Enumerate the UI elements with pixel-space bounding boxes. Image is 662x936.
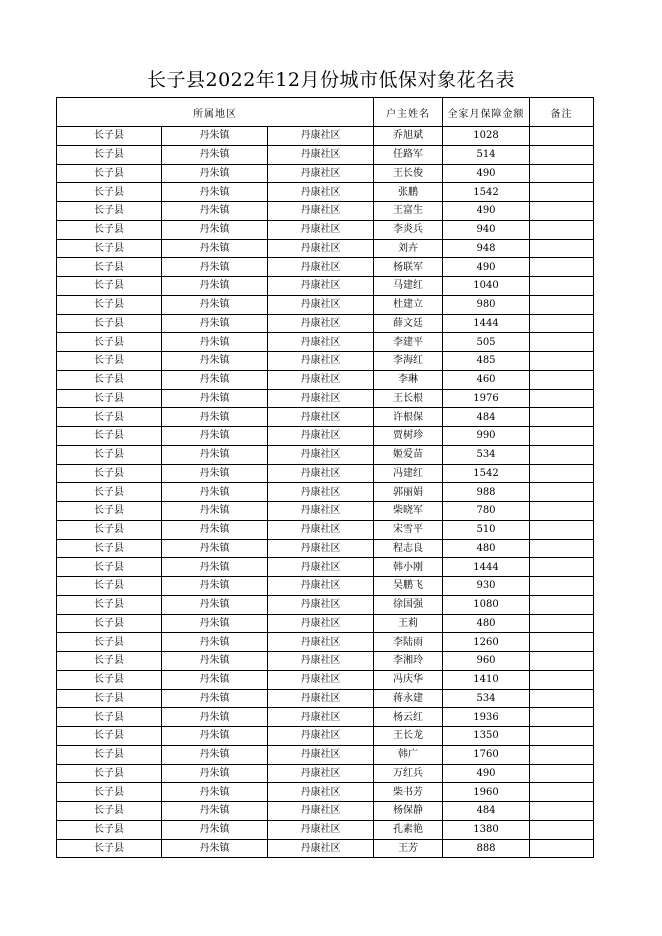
cell-county: 长子县 [57, 745, 162, 764]
cell-community: 丹康社区 [268, 333, 374, 352]
cell-householder-name: 冯庆华 [374, 670, 443, 689]
table-row [57, 708, 594, 727]
cell-householder-name: 李建平 [374, 333, 443, 352]
table-row [57, 220, 594, 239]
table-row [57, 577, 594, 596]
cell-county: 长子县 [57, 577, 162, 596]
cell-monthly-amount: 1444 [443, 314, 530, 333]
table-row [57, 802, 594, 821]
cell-town: 丹朱镇 [162, 727, 268, 746]
cell-remark [530, 370, 594, 389]
cell-monthly-amount: 1960 [443, 783, 530, 802]
cell-town: 丹朱镇 [162, 689, 268, 708]
cell-community: 丹康社区 [268, 389, 374, 408]
cell-community: 丹康社区 [268, 258, 374, 277]
cell-remark [530, 333, 594, 352]
cell-householder-name: 乔旭斌 [374, 127, 443, 146]
cell-monthly-amount: 534 [443, 445, 530, 464]
table-row [57, 127, 594, 146]
table-row [57, 670, 594, 689]
cell-remark [530, 839, 594, 858]
cell-county: 长子县 [57, 595, 162, 614]
cell-county: 长子县 [57, 708, 162, 727]
cell-householder-name: 徐国强 [374, 595, 443, 614]
table-row [57, 783, 594, 802]
cell-town: 丹朱镇 [162, 783, 268, 802]
cell-monthly-amount: 490 [443, 764, 530, 783]
cell-monthly-amount: 480 [443, 539, 530, 558]
cell-community: 丹康社区 [268, 633, 374, 652]
cell-county: 长子县 [57, 352, 162, 371]
cell-community: 丹康社区 [268, 239, 374, 258]
cell-community: 丹康社区 [268, 689, 374, 708]
cell-householder-name: 李海红 [374, 352, 443, 371]
cell-community: 丹康社区 [268, 483, 374, 502]
header-region: 所属地区 [57, 98, 374, 127]
cell-remark [530, 295, 594, 314]
cell-county: 长子县 [57, 689, 162, 708]
cell-county: 长子县 [57, 614, 162, 633]
cell-county: 长子县 [57, 464, 162, 483]
cell-town: 丹朱镇 [162, 502, 268, 521]
cell-county: 长子县 [57, 183, 162, 202]
cell-monthly-amount: 780 [443, 502, 530, 521]
cell-remark [530, 464, 594, 483]
cell-remark [530, 145, 594, 164]
cell-remark [530, 652, 594, 671]
cell-community: 丹康社区 [268, 502, 374, 521]
cell-community: 丹康社区 [268, 352, 374, 371]
cell-community: 丹康社区 [268, 277, 374, 296]
cell-town: 丹朱镇 [162, 127, 268, 146]
cell-monthly-amount: 930 [443, 577, 530, 596]
table-row [57, 333, 594, 352]
cell-monthly-amount: 1040 [443, 277, 530, 296]
cell-monthly-amount: 460 [443, 370, 530, 389]
cell-householder-name: 刘卉 [374, 239, 443, 258]
cell-town: 丹朱镇 [162, 220, 268, 239]
cell-monthly-amount: 490 [443, 202, 530, 221]
cell-community: 丹康社区 [268, 670, 374, 689]
cell-county: 长子县 [57, 258, 162, 277]
cell-monthly-amount: 1542 [443, 464, 530, 483]
cell-remark [530, 239, 594, 258]
cell-county: 长子县 [57, 502, 162, 521]
cell-remark [530, 539, 594, 558]
cell-town: 丹朱镇 [162, 558, 268, 577]
cell-town: 丹朱镇 [162, 839, 268, 858]
cell-town: 丹朱镇 [162, 145, 268, 164]
cell-remark [530, 558, 594, 577]
cell-county: 长子县 [57, 764, 162, 783]
cell-community: 丹康社区 [268, 652, 374, 671]
cell-monthly-amount: 505 [443, 333, 530, 352]
cell-remark [530, 708, 594, 727]
cell-householder-name: 王芳 [374, 839, 443, 858]
cell-county: 长子县 [57, 239, 162, 258]
table-row [57, 183, 594, 202]
roster-table [56, 97, 594, 858]
table-row [57, 464, 594, 483]
cell-county: 长子县 [57, 389, 162, 408]
cell-county: 长子县 [57, 633, 162, 652]
table-row [57, 239, 594, 258]
cell-county: 长子县 [57, 277, 162, 296]
cell-town: 丹朱镇 [162, 464, 268, 483]
cell-remark [530, 389, 594, 408]
cell-county: 长子县 [57, 652, 162, 671]
cell-remark [530, 520, 594, 539]
cell-householder-name: 王长龙 [374, 727, 443, 746]
table-row [57, 427, 594, 446]
cell-householder-name: 李炎兵 [374, 220, 443, 239]
cell-town: 丹朱镇 [162, 202, 268, 221]
cell-remark [530, 277, 594, 296]
cell-householder-name: 贾树珍 [374, 427, 443, 446]
table-row [57, 745, 594, 764]
cell-remark [530, 633, 594, 652]
table-row [57, 389, 594, 408]
cell-county: 长子县 [57, 408, 162, 427]
table-row [57, 595, 594, 614]
cell-householder-name: 杨保静 [374, 802, 443, 821]
table-row [57, 164, 594, 183]
cell-town: 丹朱镇 [162, 408, 268, 427]
cell-county: 长子县 [57, 539, 162, 558]
cell-community: 丹康社区 [268, 164, 374, 183]
cell-monthly-amount: 948 [443, 239, 530, 258]
cell-community: 丹康社区 [268, 408, 374, 427]
cell-monthly-amount: 1760 [443, 745, 530, 764]
cell-remark [530, 764, 594, 783]
table-row [57, 145, 594, 164]
cell-community: 丹康社区 [268, 520, 374, 539]
cell-town: 丹朱镇 [162, 277, 268, 296]
page-title: 长子县2022年12月份城市低保对象花名表 [146, 69, 516, 91]
cell-county: 长子县 [57, 164, 162, 183]
cell-town: 丹朱镇 [162, 483, 268, 502]
cell-remark [530, 577, 594, 596]
cell-householder-name: 韩小刚 [374, 558, 443, 577]
cell-community: 丹康社区 [268, 802, 374, 821]
cell-monthly-amount: 490 [443, 258, 530, 277]
cell-remark [530, 670, 594, 689]
cell-householder-name: 姬爱苗 [374, 445, 443, 464]
cell-county: 长子县 [57, 802, 162, 821]
cell-county: 长子县 [57, 427, 162, 446]
cell-monthly-amount: 1444 [443, 558, 530, 577]
cell-community: 丹康社区 [268, 183, 374, 202]
cell-community: 丹康社区 [268, 614, 374, 633]
table-row [57, 202, 594, 221]
cell-householder-name: 李琳 [374, 370, 443, 389]
cell-county: 长子县 [57, 820, 162, 839]
table-row [57, 689, 594, 708]
cell-householder-name: 程志良 [374, 539, 443, 558]
header-amount: 全家月保障金额 [443, 98, 530, 127]
cell-householder-name: 张鹏 [374, 183, 443, 202]
cell-community: 丹康社区 [268, 577, 374, 596]
cell-remark [530, 745, 594, 764]
cell-community: 丹康社区 [268, 220, 374, 239]
cell-householder-name: 王长根 [374, 389, 443, 408]
cell-town: 丹朱镇 [162, 333, 268, 352]
cell-monthly-amount: 1976 [443, 389, 530, 408]
cell-town: 丹朱镇 [162, 745, 268, 764]
table-row [57, 614, 594, 633]
cell-community: 丹康社区 [268, 783, 374, 802]
cell-remark [530, 183, 594, 202]
cell-householder-name: 孔素艳 [374, 820, 443, 839]
cell-householder-name: 郭丽娟 [374, 483, 443, 502]
cell-monthly-amount: 484 [443, 408, 530, 427]
table-header-row [57, 98, 594, 127]
cell-town: 丹朱镇 [162, 370, 268, 389]
cell-county: 长子县 [57, 558, 162, 577]
cell-householder-name: 万红兵 [374, 764, 443, 783]
table-row [57, 314, 594, 333]
table-row [57, 370, 594, 389]
cell-remark [530, 314, 594, 333]
cell-county: 长子县 [57, 145, 162, 164]
cell-town: 丹朱镇 [162, 670, 268, 689]
table-row [57, 520, 594, 539]
cell-county: 长子县 [57, 445, 162, 464]
cell-remark [530, 502, 594, 521]
cell-community: 丹康社区 [268, 464, 374, 483]
cell-county: 长子县 [57, 783, 162, 802]
cell-monthly-amount: 1260 [443, 633, 530, 652]
table-row [57, 502, 594, 521]
cell-town: 丹朱镇 [162, 633, 268, 652]
cell-town: 丹朱镇 [162, 427, 268, 446]
cell-community: 丹康社区 [268, 727, 374, 746]
cell-county: 长子县 [57, 314, 162, 333]
table-row [57, 652, 594, 671]
table-row [57, 764, 594, 783]
table-row [57, 839, 594, 858]
cell-county: 长子县 [57, 333, 162, 352]
cell-town: 丹朱镇 [162, 802, 268, 821]
table-body [57, 127, 594, 858]
cell-remark [530, 445, 594, 464]
cell-community: 丹康社区 [268, 539, 374, 558]
cell-monthly-amount: 1380 [443, 820, 530, 839]
cell-monthly-amount: 514 [443, 145, 530, 164]
table-row [57, 295, 594, 314]
cell-county: 长子县 [57, 370, 162, 389]
cell-town: 丹朱镇 [162, 614, 268, 633]
cell-remark [530, 427, 594, 446]
cell-remark [530, 483, 594, 502]
cell-monthly-amount: 960 [443, 652, 530, 671]
cell-community: 丹康社区 [268, 370, 374, 389]
cell-town: 丹朱镇 [162, 764, 268, 783]
cell-community: 丹康社区 [268, 839, 374, 858]
table-row [57, 633, 594, 652]
cell-community: 丹康社区 [268, 595, 374, 614]
cell-householder-name: 李湘玲 [374, 652, 443, 671]
table-row [57, 277, 594, 296]
cell-remark [530, 258, 594, 277]
cell-householder-name: 柴书芳 [374, 783, 443, 802]
cell-householder-name: 韩广 [374, 745, 443, 764]
cell-community: 丹康社区 [268, 445, 374, 464]
cell-county: 长子县 [57, 670, 162, 689]
cell-community: 丹康社区 [268, 820, 374, 839]
cell-remark [530, 820, 594, 839]
cell-town: 丹朱镇 [162, 652, 268, 671]
cell-monthly-amount: 940 [443, 220, 530, 239]
cell-community: 丹康社区 [268, 127, 374, 146]
cell-householder-name: 王长俊 [374, 164, 443, 183]
table-row [57, 820, 594, 839]
cell-householder-name: 宋雪平 [374, 520, 443, 539]
cell-monthly-amount: 1936 [443, 708, 530, 727]
cell-remark [530, 202, 594, 221]
cell-town: 丹朱镇 [162, 258, 268, 277]
cell-householder-name: 柴晓军 [374, 502, 443, 521]
cell-remark [530, 802, 594, 821]
cell-householder-name: 任路军 [374, 145, 443, 164]
cell-county: 长子县 [57, 483, 162, 502]
cell-town: 丹朱镇 [162, 352, 268, 371]
cell-householder-name: 冯建红 [374, 464, 443, 483]
cell-town: 丹朱镇 [162, 708, 268, 727]
cell-householder-name: 杨云红 [374, 708, 443, 727]
cell-monthly-amount: 888 [443, 839, 530, 858]
cell-town: 丹朱镇 [162, 577, 268, 596]
cell-monthly-amount: 510 [443, 520, 530, 539]
cell-monthly-amount: 490 [443, 164, 530, 183]
cell-community: 丹康社区 [268, 314, 374, 333]
cell-householder-name: 马建红 [374, 277, 443, 296]
cell-householder-name: 王莉 [374, 614, 443, 633]
cell-community: 丹康社区 [268, 708, 374, 727]
cell-monthly-amount: 988 [443, 483, 530, 502]
cell-community: 丹康社区 [268, 427, 374, 446]
cell-county: 长子县 [57, 727, 162, 746]
cell-monthly-amount: 1350 [443, 727, 530, 746]
cell-householder-name: 吴鹏飞 [374, 577, 443, 596]
cell-town: 丹朱镇 [162, 239, 268, 258]
header-name: 户主姓名 [374, 98, 443, 127]
cell-community: 丹康社区 [268, 202, 374, 221]
cell-remark [530, 614, 594, 633]
cell-householder-name: 王富生 [374, 202, 443, 221]
cell-town: 丹朱镇 [162, 445, 268, 464]
cell-town: 丹朱镇 [162, 820, 268, 839]
cell-remark [530, 727, 594, 746]
cell-community: 丹康社区 [268, 295, 374, 314]
cell-county: 长子县 [57, 520, 162, 539]
cell-householder-name: 薛文廷 [374, 314, 443, 333]
cell-county: 长子县 [57, 295, 162, 314]
cell-town: 丹朱镇 [162, 520, 268, 539]
cell-monthly-amount: 1028 [443, 127, 530, 146]
cell-monthly-amount: 1410 [443, 670, 530, 689]
cell-remark [530, 352, 594, 371]
cell-monthly-amount: 1080 [443, 595, 530, 614]
cell-town: 丹朱镇 [162, 595, 268, 614]
cell-county: 长子县 [57, 202, 162, 221]
header-remark: 备注 [530, 98, 594, 127]
cell-town: 丹朱镇 [162, 389, 268, 408]
cell-town: 丹朱镇 [162, 164, 268, 183]
cell-householder-name: 蒋永建 [374, 689, 443, 708]
table-row [57, 483, 594, 502]
cell-householder-name: 李陆雨 [374, 633, 443, 652]
table-row [57, 408, 594, 427]
cell-remark [530, 689, 594, 708]
table-row [57, 558, 594, 577]
cell-community: 丹康社区 [268, 145, 374, 164]
cell-county: 长子县 [57, 127, 162, 146]
cell-monthly-amount: 990 [443, 427, 530, 446]
cell-community: 丹康社区 [268, 745, 374, 764]
table-row [57, 352, 594, 371]
cell-remark [530, 220, 594, 239]
cell-county: 长子县 [57, 220, 162, 239]
cell-remark [530, 164, 594, 183]
cell-county: 长子县 [57, 839, 162, 858]
cell-remark [530, 783, 594, 802]
cell-town: 丹朱镇 [162, 539, 268, 558]
cell-householder-name: 杜建立 [374, 295, 443, 314]
cell-monthly-amount: 485 [443, 352, 530, 371]
table-row [57, 539, 594, 558]
cell-community: 丹康社区 [268, 558, 374, 577]
cell-monthly-amount: 980 [443, 295, 530, 314]
cell-town: 丹朱镇 [162, 183, 268, 202]
cell-monthly-amount: 534 [443, 689, 530, 708]
cell-community: 丹康社区 [268, 764, 374, 783]
cell-monthly-amount: 1542 [443, 183, 530, 202]
cell-householder-name: 杨联军 [374, 258, 443, 277]
table-row [57, 445, 594, 464]
cell-town: 丹朱镇 [162, 295, 268, 314]
cell-town: 丹朱镇 [162, 314, 268, 333]
cell-remark [530, 408, 594, 427]
cell-remark [530, 595, 594, 614]
cell-monthly-amount: 484 [443, 802, 530, 821]
cell-monthly-amount: 480 [443, 614, 530, 633]
cell-householder-name: 许根保 [374, 408, 443, 427]
table-row [57, 258, 594, 277]
table-row [57, 727, 594, 746]
cell-remark [530, 127, 594, 146]
